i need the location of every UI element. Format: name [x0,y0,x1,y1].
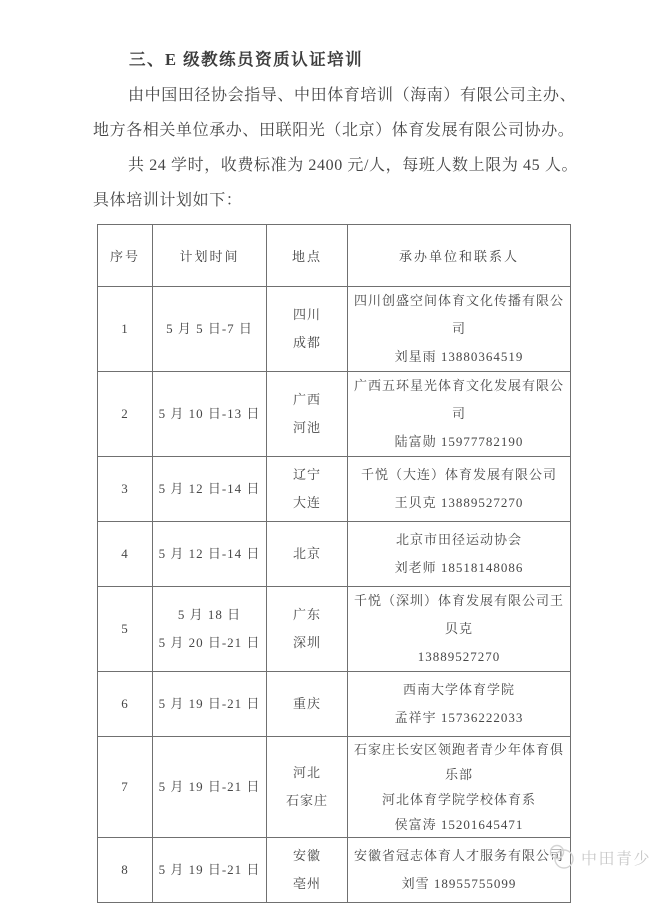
brand-watermark-label: 中田青少 [580,850,651,868]
paragraph-line: 由中国田径协会指导、中田体育培训（海南）有限公司主办、 [128,87,577,104]
table-row [98,737,571,838]
paragraph-line: 具体培训计划如下： [93,192,243,209]
cell-serial-number: 7 [98,737,153,838]
cell-planned-dates: 5 月 19 日-21 日 [153,737,267,838]
cell-location: 广西 河池 [267,372,348,457]
cell-planned-dates: 5 月 12 日-14 日 [153,522,267,587]
cell-planned-dates: 5 月 19 日-21 日 [153,672,267,737]
cell-serial-number: 3 [98,457,153,522]
table-row [98,457,571,522]
table-row [98,587,571,672]
cell-location: 四川 成都 [267,287,348,372]
column-header-3: 地点 [267,225,348,287]
table-row [98,522,571,587]
cell-location: 广东 深圳 [267,587,348,672]
cell-serial-number: 1 [98,287,153,372]
cell-organizer-contact: 千悦（深圳）体育发展有限公司王贝克 13889527270 [348,587,571,672]
cell-location: 辽宁 大连 [267,457,348,522]
document-body [93,42,579,218]
cell-planned-dates: 5 月 12 日-14 日 [153,457,267,522]
cell-location: 北京 [267,522,348,587]
cell-planned-dates: 5 月 19 日-21 日 [153,838,267,903]
cell-organizer-contact: 西南大学体育学院 孟祥宇 15736222033 [348,672,571,737]
table-row [98,287,571,372]
table-header-row [98,225,571,287]
brand-watermark [548,844,651,870]
cell-planned-dates: 5 月 5 日-7 日 [153,287,267,372]
paragraph-line: 地方各相关单位承办、田联阳光（北京）体育发展有限公司协办。 [93,122,575,139]
cell-organizer-contact: 广西五环星光体育文化发展有限公司 陆富勋 15977782190 [348,372,571,457]
cell-location: 重庆 [267,672,348,737]
section-title: 三、E 级教练员资质认证培训 [129,50,364,69]
paragraph-line: 共 24 学时，收费标准为 2400 元/人，每班人数上限为 45 人。 [128,157,579,174]
cell-organizer-contact: 北京市田径运动协会 刘老师 18518148086 [348,522,571,587]
cell-serial-number: 8 [98,838,153,903]
column-header-1: 序号 [98,225,153,287]
table-row [98,672,571,737]
cell-serial-number: 5 [98,587,153,672]
brand-logo-icon [548,844,576,870]
cell-serial-number: 4 [98,522,153,587]
column-header-2: 计划时间 [153,225,267,287]
cell-organizer-contact: 四川创盛空间体育文化传播有限公司 刘星雨 13880364519 [348,287,571,372]
table-row [98,838,571,903]
cell-location: 安徽 亳州 [267,838,348,903]
cell-planned-dates: 5 月 18 日 5 月 20 日-21 日 [153,587,267,672]
training-schedule-table [97,224,571,903]
cell-serial-number: 6 [98,672,153,737]
column-header-4: 承办单位和联系人 [348,225,571,287]
cell-planned-dates: 5 月 10 日-13 日 [153,372,267,457]
cell-organizer-contact: 安徽省冠志体育人才服务有限公司 刘雪 18955755099 [348,838,571,903]
cell-location: 河北 石家庄 [267,737,348,838]
table-row [98,372,571,457]
cell-organizer-contact: 千悦（大连）体育发展有限公司 王贝克 13889527270 [348,457,571,522]
cell-serial-number: 2 [98,372,153,457]
cell-organizer-contact: 石家庄长安区领跑者青少年体育俱乐部 河北体育学院学校体育系 侯富涛 15201645471 [348,737,571,838]
